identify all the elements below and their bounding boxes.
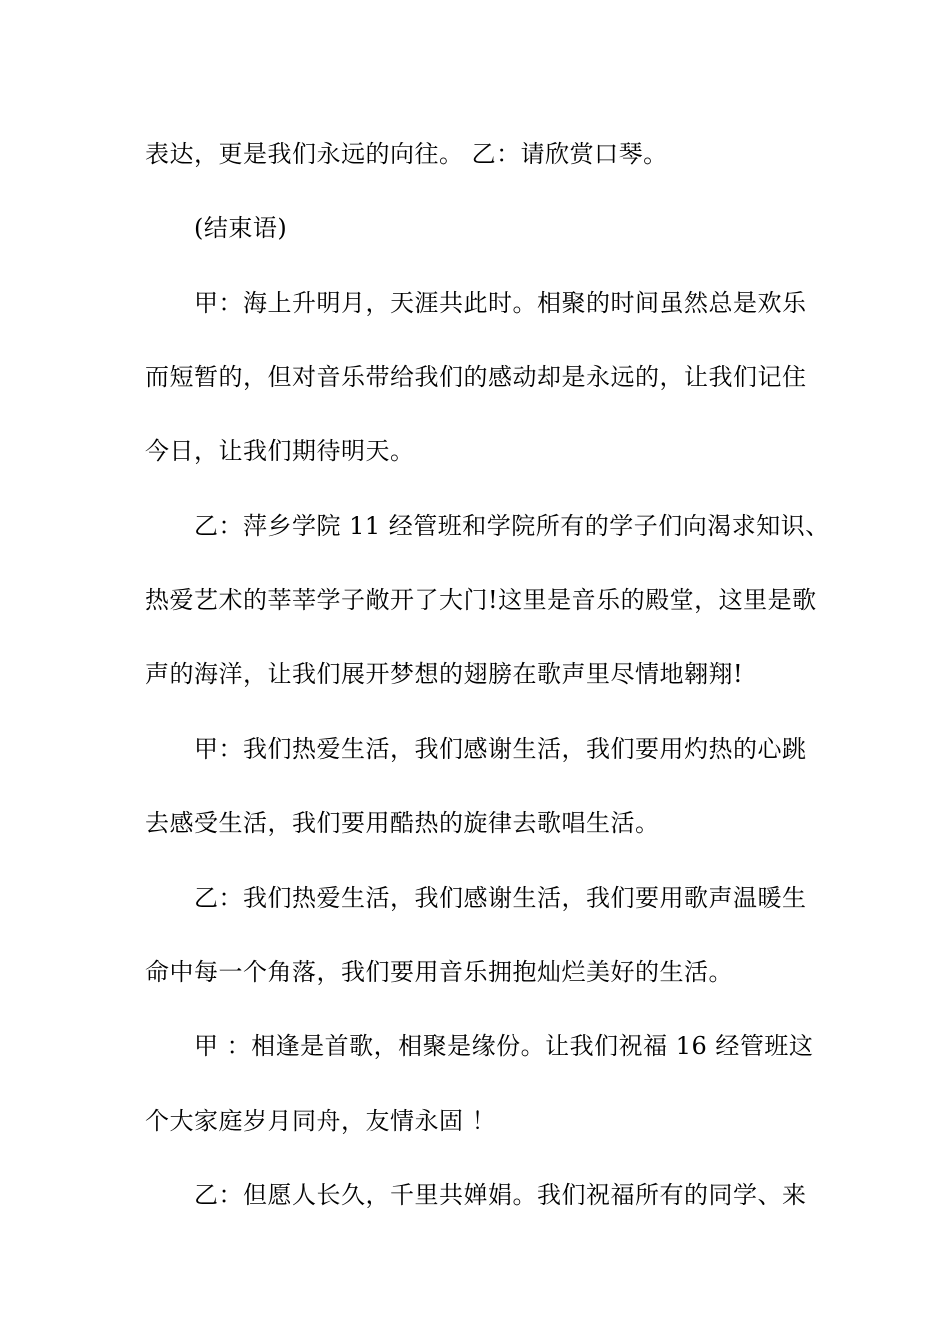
text-line: 热爱艺术的莘莘学子敞开了大门!这里是音乐的殿堂，这里是歌 xyxy=(145,586,817,614)
text-line: 去感受生活，我们要用酷热的旋律去歌唱生活。 xyxy=(145,809,660,837)
text-line: 甲 ：相逢是首歌，相聚是缘份。让我们祝福 16 经管班这 xyxy=(194,1032,814,1060)
text-line: 甲：海上升明月，天涯共此时。相聚的时间虽然总是欢乐 xyxy=(194,289,807,317)
text-line: 声的海洋，让我们展开梦想的翅膀在歌声里尽情地翱翔! xyxy=(145,660,744,688)
text-line: 命中每一个角落，我们要用音乐拥抱灿烂美好的生活。 xyxy=(145,958,733,986)
text-line: 今日，让我们期待明天。 xyxy=(145,437,415,465)
text-line: 乙：我们热爱生活，我们感谢生活，我们要用歌声温暖生 xyxy=(194,884,807,912)
text-line: 个大家庭岁月同舟，友情永固 ！ xyxy=(145,1107,497,1135)
text-line: 表达，更是我们永远的向往。 乙：请欣赏口琴。 xyxy=(145,140,668,168)
text-line: 甲：我们热爱生活，我们感谢生活，我们要用灼热的心跳 xyxy=(194,735,807,763)
section-heading: (结束语) xyxy=(194,214,288,242)
text-line: 乙：但愿人长久，千里共婵娟。我们祝福所有的同学、来 xyxy=(194,1181,807,1209)
text-line: 乙：萍乡学院 11 经管班和学院所有的学子们向渴求知识、 xyxy=(194,512,830,540)
text-line: 而短暂的，但对音乐带给我们的感动却是永远的，让我们记住 xyxy=(145,363,807,391)
